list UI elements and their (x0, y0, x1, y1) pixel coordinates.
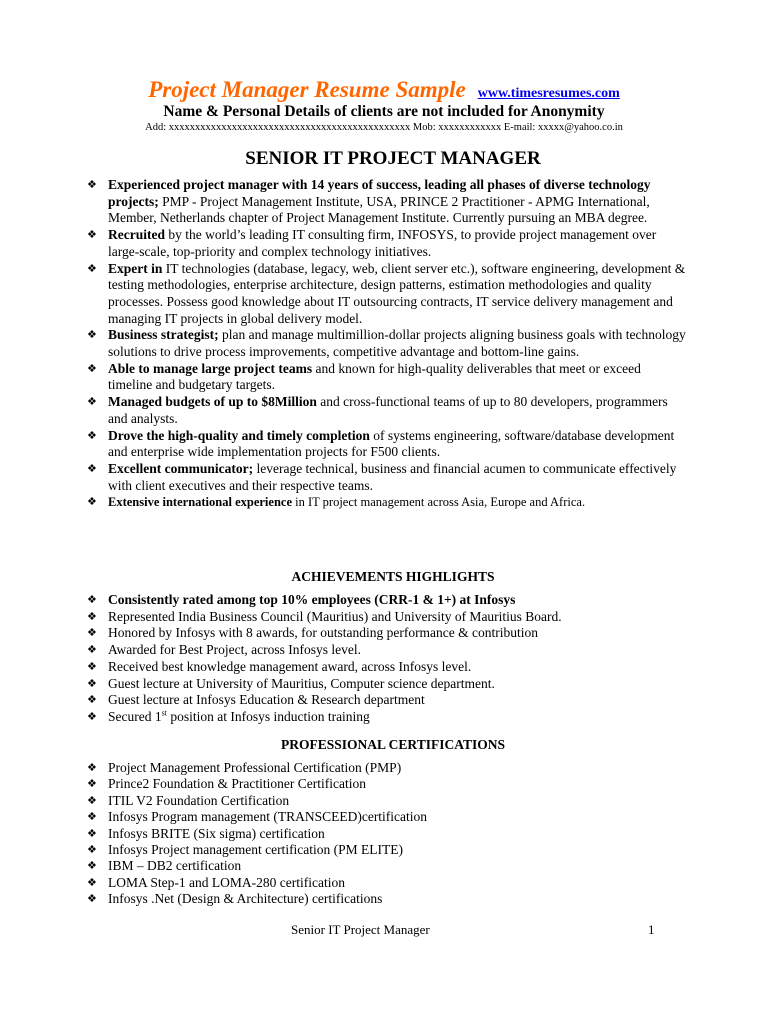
summary-item (86, 428, 686, 461)
summary-item-text: IT technologies (database, legacy, web, client server etc.), software engineering, development & testing methodologies, enterprise architecture, design patterns, estimation methodologies and quality processes. Possess good knowledge about IT outsourcing contracts, IT service delivery management and managing IT projects in global delivery model. (108, 260, 686, 326)
diamond-bullet-icon: ❖ (87, 794, 97, 807)
main-heading: SENIOR IT PROJECT MANAGER (245, 148, 541, 169)
certification-text: Project Management Professional Certification (PMP) (108, 760, 402, 775)
certification-text: LOMA Step-1 and LOMA-280 certification (108, 874, 345, 890)
header-row (0, 77, 768, 103)
footer-label: Senior IT Project Manager (291, 922, 430, 937)
summary-item-bold: Able to manage large project teams (108, 360, 313, 376)
certification-text: Infosys .Net (Design & Architecture) certifications (108, 891, 383, 907)
achievement-item (86, 709, 686, 726)
diamond-bullet-icon: ❖ (87, 179, 97, 191)
summary-item-bold: Managed budgets of up to $8Million (108, 394, 317, 410)
achievement-item (86, 692, 686, 709)
anonymity-note: Name & Personal Details of clients are not included for Anonymity (163, 103, 605, 120)
page-number: 1 (648, 922, 655, 937)
summary-item-bold: Business strategist; (108, 327, 219, 343)
certification-item (86, 793, 686, 809)
achievement-text: position at Infosys induction training (166, 708, 370, 724)
achievement-item (86, 642, 686, 659)
certification-text: Infosys Program management (TRANSCEED)certification (108, 809, 428, 825)
certification-text: IBM – DB2 certification (108, 858, 242, 874)
certification-text: Prince2 Foundation & Practitioner Certification (108, 776, 366, 792)
diamond-bullet-icon: ❖ (87, 860, 97, 873)
certification-item (86, 842, 686, 858)
certifications-heading: PROFESSIONAL CERTIFICATIONS (281, 737, 505, 752)
diamond-bullet-icon: ❖ (87, 677, 97, 690)
diamond-bullet-icon: ❖ (87, 362, 97, 375)
summary-item-text: plan and manage multimillion-dollar projects aligning business goals with technology solutions to drive process improvements, competitive advantage and bottom-line gains. (108, 327, 686, 360)
achievement-bold-text: Consistently rated among top 10% employees (CRR-1 & 1+) at Infosys (108, 592, 516, 607)
certification-item (86, 858, 686, 874)
summary-item (86, 461, 686, 494)
diamond-bullet-icon: ❖ (87, 462, 97, 475)
achievement-item (86, 625, 686, 642)
certification-item (86, 875, 686, 891)
certifications-list (86, 760, 686, 908)
diamond-bullet-icon: ❖ (87, 229, 97, 242)
summary-item (86, 227, 686, 260)
diamond-bullet-icon: ❖ (87, 496, 97, 509)
certification-item (86, 891, 686, 907)
summary-item-bold: Recruited (108, 227, 165, 243)
diamond-bullet-icon: ❖ (87, 396, 97, 409)
summary-item-text: PMP - Project Management Institute, USA, PRINCE 2 Practitioner - APMG International, Member, Netherlands chapter of Project Management Institute. Currently pursuing an MBA degree. (108, 193, 650, 226)
diamond-bullet-icon: ❖ (87, 762, 97, 774)
summary-item-text: leverage technical, business and financial acumen to communicate effectively with client executives and their respective teams. (108, 460, 677, 493)
summary-item (86, 361, 686, 394)
summary-item-bold: Experienced project manager with 14 years of success, leading all phases of diverse technology projects; (108, 177, 651, 209)
diamond-bullet-icon: ❖ (87, 262, 97, 275)
certification-item (86, 809, 686, 825)
diamond-bullet-icon: ❖ (87, 660, 97, 673)
certification-item (86, 760, 686, 776)
diamond-bullet-icon: ❖ (87, 329, 97, 342)
achievements-heading: ACHIEVEMENTS HIGHLIGHTS (291, 569, 495, 584)
achievement-text: Guest lecture at University of Mauritius, Computer science department. (108, 675, 495, 691)
summary-item-bold: Extensive international experience (108, 495, 292, 510)
diamond-bullet-icon: ❖ (87, 827, 97, 840)
diamond-bullet-icon: ❖ (87, 710, 97, 723)
certification-item (86, 826, 686, 842)
summary-item-text: and cross-functional teams of up to 80 developers, programmers and analysts. (108, 394, 668, 426)
website-link[interactable]: www.timesresumes.com (477, 86, 620, 101)
summary-item-text: by the world’s leading IT consulting firm, INFOSYS, to provide project management over large-scale, top-priority and complex technology initiatives. (108, 227, 657, 259)
diamond-bullet-icon: ❖ (87, 893, 97, 906)
achievement-text: Secured 1 (108, 708, 162, 724)
summary-item-bold: Expert in (108, 260, 163, 276)
achievement-text: Guest lecture at Infosys Education & Research department (108, 692, 425, 708)
diamond-bullet-icon: ❖ (87, 811, 97, 824)
diamond-bullet-icon: ❖ (87, 876, 97, 889)
summary-list (86, 177, 686, 511)
diamond-bullet-icon: ❖ (87, 778, 97, 791)
certification-text: ITIL V2 Foundation Certification (108, 792, 290, 808)
achievement-text: Awarded for Best Project, across Infosys level. (108, 642, 361, 658)
diamond-bullet-icon: ❖ (87, 610, 97, 623)
achievement-item (86, 659, 686, 676)
summary-item-bold: Drove the high-quality and timely completion (108, 427, 370, 443)
achievement-item (86, 592, 686, 609)
diamond-bullet-icon: ❖ (87, 627, 97, 640)
summary-item (86, 327, 686, 360)
diamond-bullet-icon: ❖ (87, 644, 97, 657)
certification-text: Infosys Project management certification (PM ELITE) (108, 842, 404, 858)
achievement-item (86, 609, 686, 626)
achievements-list (86, 592, 686, 726)
resume-title: Project Manager Resume Sample (148, 77, 466, 102)
summary-item (86, 494, 686, 511)
summary-item-text: in IT project management across Asia, Europe and Africa. (292, 495, 586, 510)
ordinal-suffix: st (161, 708, 167, 718)
summary-item-bold: Excellent communicator; (108, 460, 254, 476)
achievement-text: Received best knowledge management award, across Infosys level. (108, 658, 472, 674)
summary-item (86, 394, 686, 427)
achievement-text: Honored by Infosys with 8 awards, for outstanding performance & contribution (108, 625, 539, 641)
diamond-bullet-icon: ❖ (87, 594, 97, 606)
summary-item (86, 177, 686, 227)
summary-item (86, 261, 686, 328)
certification-text: Infosys BRITE (Six sigma) certification (108, 825, 325, 841)
achievement-item (86, 676, 686, 693)
summary-item-text: of systems engineering, software/database development and enterprise wide implementation projects for F500 clients. (108, 427, 675, 460)
diamond-bullet-icon: ❖ (87, 694, 97, 707)
summary-item-text: and known for high-quality deliverables that meet or exceed timeline and budgetary targets. (108, 360, 641, 393)
diamond-bullet-icon: ❖ (87, 429, 97, 442)
achievement-text: Represented India Business Council (Mauritius) and University of Mauritius Board. (108, 608, 562, 624)
contact-line: Add: xxxxxxxxxxxxxxxxxxxxxxxxxxxxxxxxxxxxxxxxxxxxxx Mob: xxxxxxxxxxxx E-mail: xxxxx@yahoo.co.in (145, 122, 623, 133)
diamond-bullet-icon: ❖ (87, 844, 97, 857)
certification-item (86, 776, 686, 792)
